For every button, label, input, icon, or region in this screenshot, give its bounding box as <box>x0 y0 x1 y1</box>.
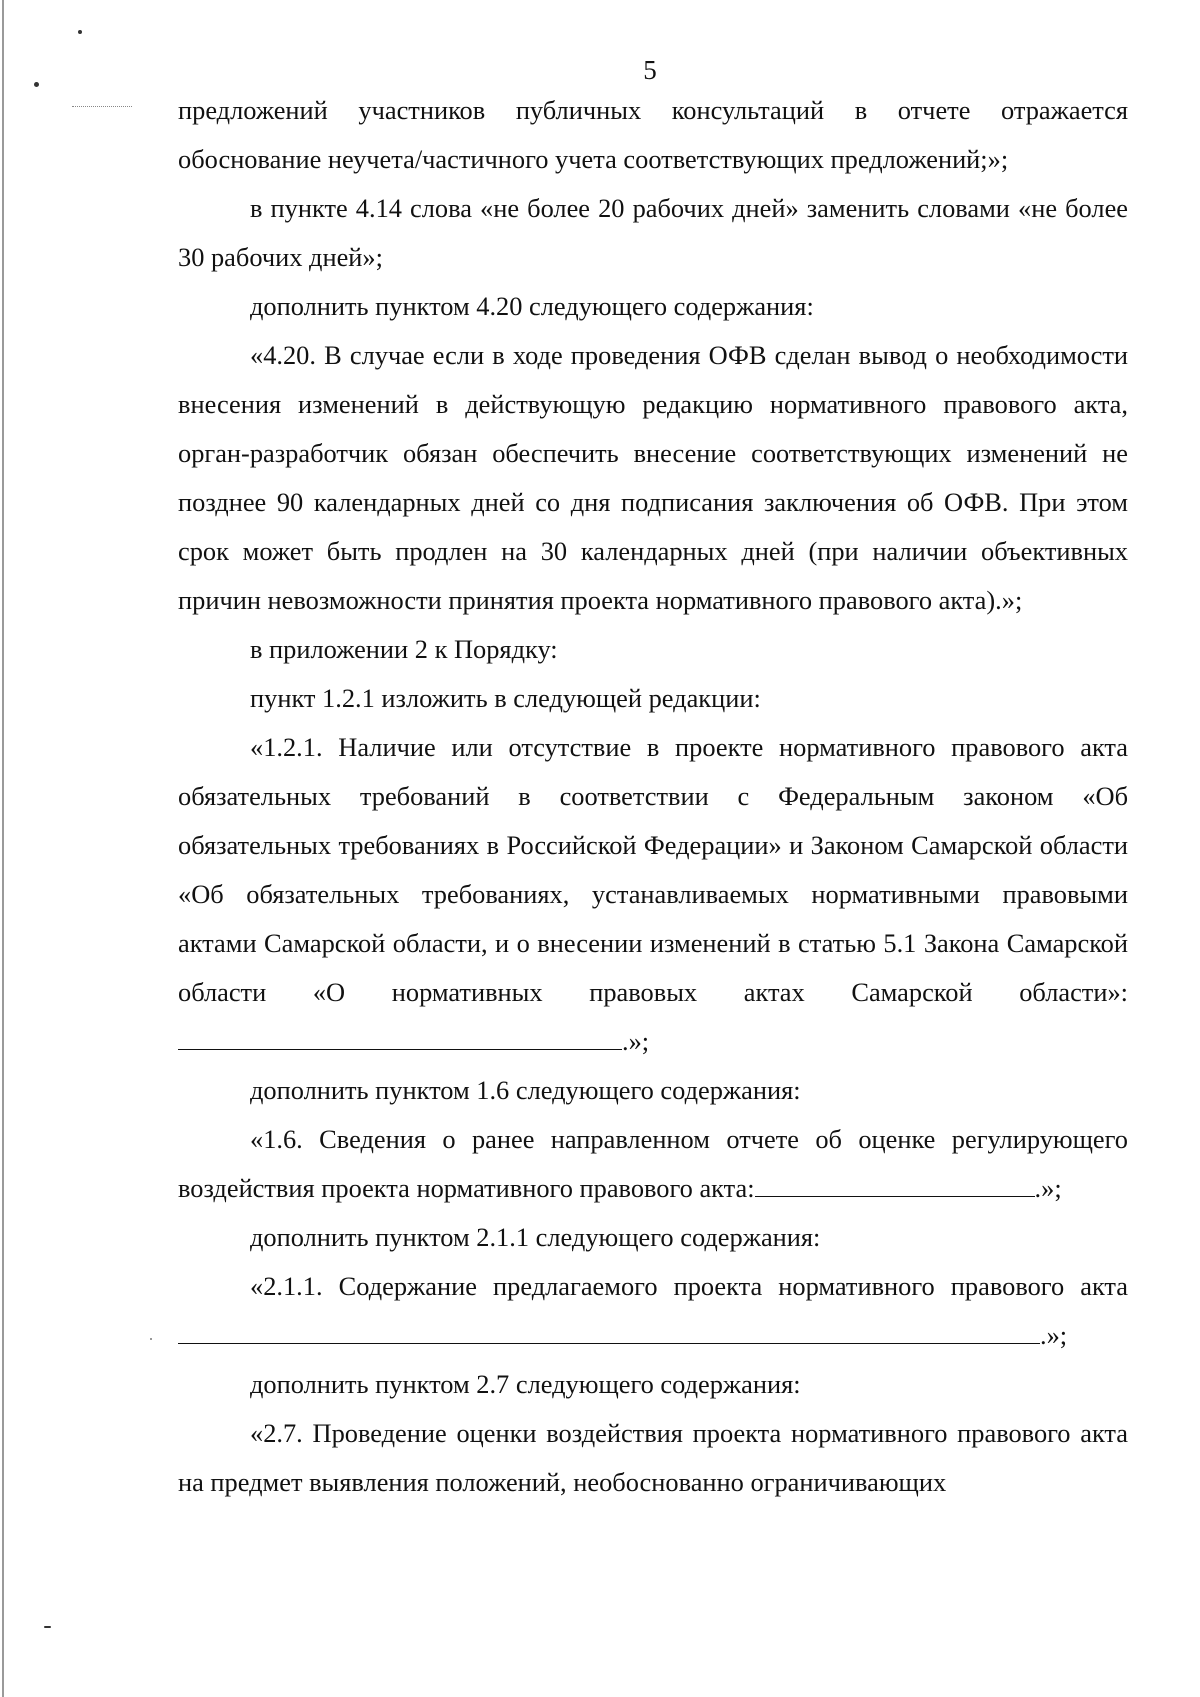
paragraph-tail: .»; <box>1034 1173 1062 1203</box>
paragraph-text: «1.2.1. Наличие или отсутствие в проекте нормативного правового акта обязательных требований в соответствии с Федеральным законом «Об обязательных требованиях в Российской Федерации» и Законом Самарской области «Об обязательных требованиях, устанавливаемых нормативными правовыми актами Самарской области, и о внесении изменений в статью 5.1 Закона Самарской области «О нормативных правовых актах Самарской области»: <box>178 732 1128 1007</box>
paragraph-tail: .»; <box>1040 1320 1068 1350</box>
paragraph-text: «2.1.1. Содержание предлагаемого проекта нормативного правового акта <box>250 1271 1128 1301</box>
paragraph: пункт 1.2.1 изложить в следующей редакции: <box>250 683 761 713</box>
paragraph-text: «1.6. Сведения о ранее направленном отчете об оценке регулирующего воздействия проекта нормативного правового акта: <box>178 1124 1128 1203</box>
paragraph: дополнить пунктом 1.6 следующего содержания: <box>250 1075 801 1105</box>
page-number: 5 <box>643 55 657 85</box>
paragraph: предложений участников публичных консультаций в отчете отражается обоснование неучета/частичного учета соответствующих предложений;»; <box>178 95 1128 174</box>
paragraph: в приложении 2 к Порядку: <box>250 634 558 664</box>
paragraph-with-blank <box>178 1115 1128 1213</box>
scan-speck <box>78 30 82 34</box>
paragraph: в пункте 4.14 слова «не более 20 рабочих дней» заменить словами «не более 30 рабочих дней»; <box>178 193 1128 272</box>
fill-in-blank <box>755 1168 1035 1197</box>
document-body <box>178 86 1128 1507</box>
paragraph: дополнить пунктом 2.7 следующего содержания: <box>250 1369 801 1399</box>
scan-left-edge <box>2 0 4 1697</box>
fill-in-blank <box>178 1021 622 1050</box>
paragraph: «4.20. В случае если в ходе проведения ОФВ сделан вывод о необходимости внесения изменений в действующую редакцию нормативного правового акта, орган-разработчик обязан обеспечить внесение соответствующих изменений не позднее 90 календарных дней со дня подписания заключения об ОФВ. При этом срок может быть продлен на 30 календарных дней (при наличии объективных причин невозможности принятия проекта нормативного правового акта).»; <box>178 340 1128 615</box>
fill-in-blank <box>178 1315 1040 1344</box>
paragraph-with-blank <box>178 1262 1128 1360</box>
scan-speck <box>44 1626 51 1628</box>
paragraph: дополнить пунктом 2.1.1 следующего содержания: <box>250 1222 821 1252</box>
paragraph-tail: .»; <box>622 1026 650 1056</box>
scan-speck <box>150 1338 152 1340</box>
scan-dotted-mark <box>72 106 132 107</box>
paragraph-with-blank <box>178 723 1128 1066</box>
paragraph: дополнить пунктом 4.20 следующего содержания: <box>250 291 814 321</box>
paragraph: «2.7. Проведение оценки воздействия проекта нормативного правового акта на предмет выявления положений, необоснованно ограничивающих <box>178 1418 1128 1497</box>
